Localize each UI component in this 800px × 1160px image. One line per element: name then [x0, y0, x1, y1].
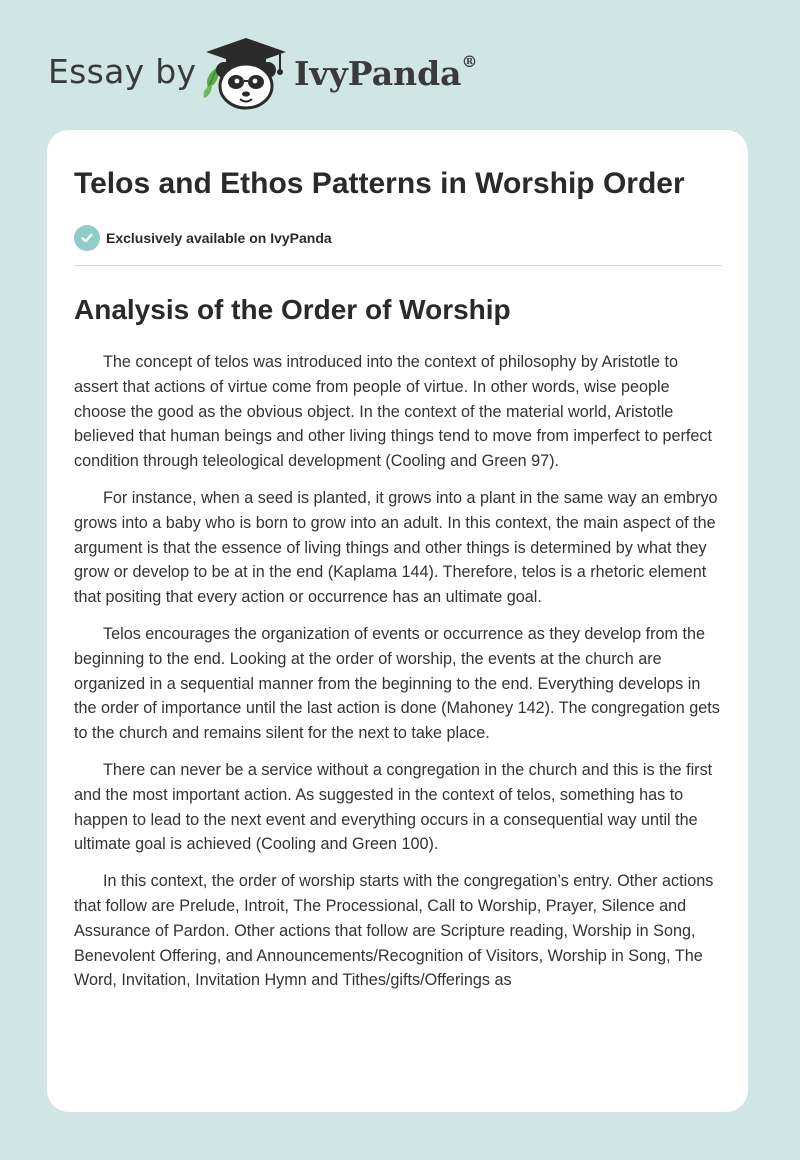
panda-graduation-cap-icon	[200, 36, 292, 112]
paragraph: The concept of telos was introduced into the context of philosophy by Aristotle to assert that actions of virtue come from people of virtue. In other words, wise people choose the good as the obvious object. In the context of the material world, Aristotle believed that human beings and other living things tend to move from imperfect to perfect condition through teleological development (Cooling and Green 97).	[74, 353, 712, 471]
article-content	[74, 164, 722, 1005]
brand-header[interactable]	[48, 34, 508, 114]
brand-prefix: Essay by	[48, 52, 197, 91]
check-circle-icon	[74, 225, 100, 251]
paragraph: For instance, when a seed is planted, it grows into a plant in the same way an embryo grows into a baby who is born to grow into an adult. In this context, the main aspect of the argument is that the essence of living things and other things is determined by what they grow or develop to be at in the end (Kaplama 144). Therefore, telos is a rhetoric element that positing that every action or occurrence has an ultimate goal.	[74, 488, 718, 607]
divider	[74, 265, 722, 266]
section-heading: Analysis of the Order of Worship	[74, 294, 511, 325]
brand-name	[294, 54, 478, 93]
paragraph: In this context, the order of worship starts with the congregation’s entry. Other actions that follow are Prelude, Introit, The Processional, Call to Worship, Prayer, Silence and Assurance of Pardon. Other actions that follow are Scripture reading, Worship in Song, Benevolent Offering, and Announcements/Recognition of Visitors, Worship in Song, The Word, Invitation, Invitation Hymn and Tithes/gifts/Offerings as	[74, 872, 714, 990]
article-body	[74, 350, 722, 993]
paragraph: There can never be a service without a congregation in the church and this is the first and the most important action. As suggested in the context of telos, something has to happen to lead to the next event and everything occurs in a consequential way until the ultimate goal is achieved (Cooling and Green 100).	[74, 760, 713, 854]
article-card	[47, 130, 748, 1112]
paragraph: Telos encourages the organization of events or occurrence as they develop from the beginning to the end. Looking at the order of worship, the events at the church are organized in a sequential manner from the beginning to the end. Everything develops in the order of importance until the last action is done (Mahoney 142). The congregation gets to the church and remains silent for the next to take place.	[74, 624, 720, 743]
brand-name-text: IvyPanda	[294, 54, 462, 93]
registered-mark: ®	[461, 52, 478, 71]
exclusive-badge	[74, 224, 722, 252]
article-title: Telos and Ethos Patterns in Worship Order	[74, 167, 685, 200]
badge-label: Exclusively available on IvyPanda	[106, 230, 332, 246]
